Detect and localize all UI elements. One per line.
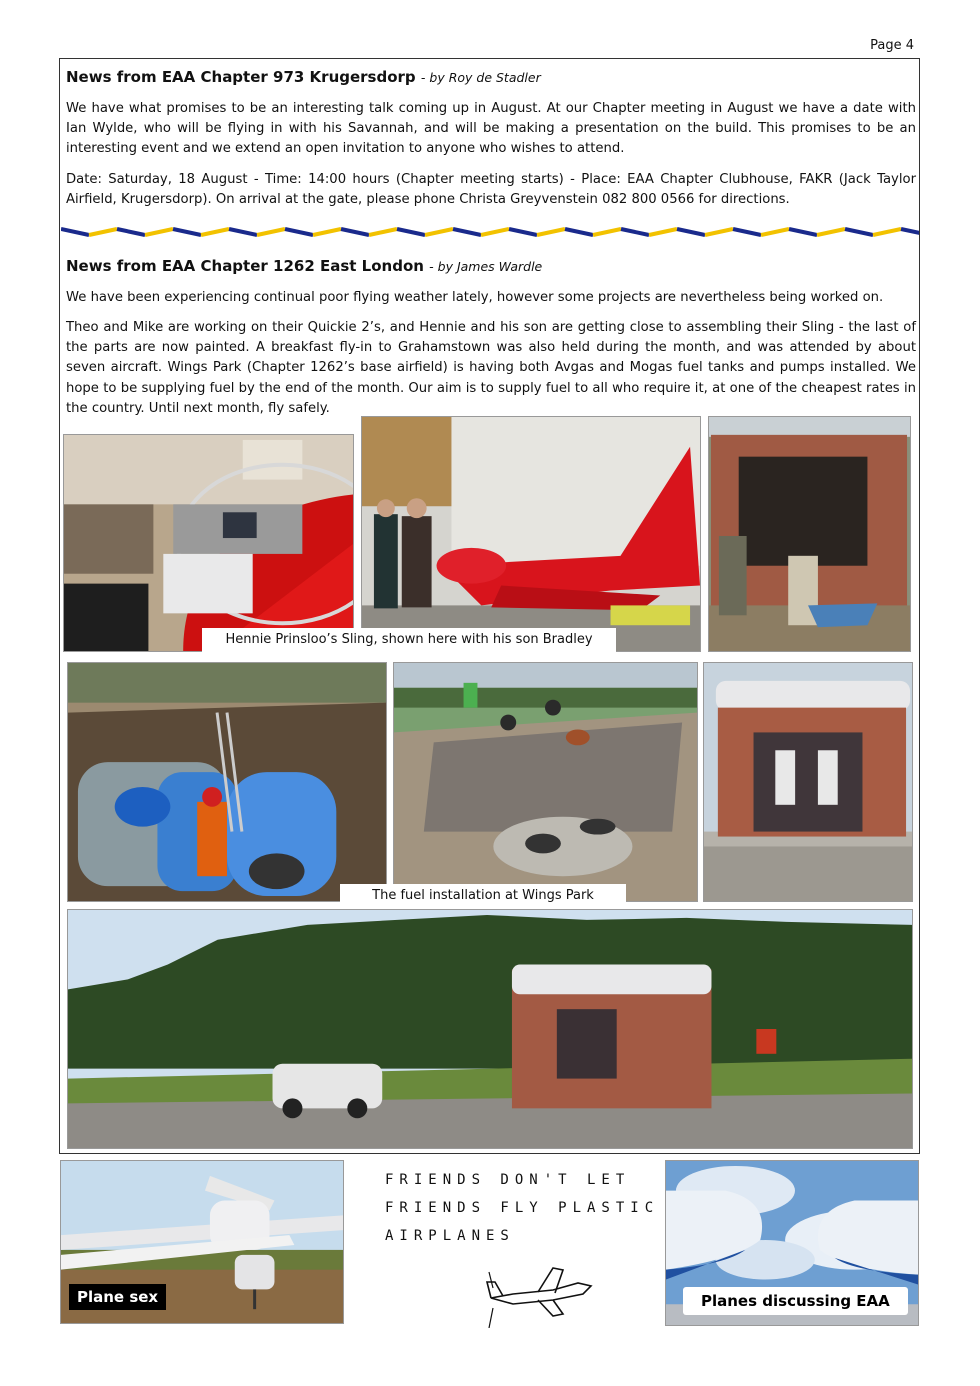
divider-segment — [621, 229, 649, 235]
divider-segment — [761, 229, 789, 235]
divider-segment — [705, 229, 733, 235]
article1-heading — [66, 68, 541, 86]
article2-byline: - by James Wardle — [429, 259, 543, 274]
divider-segment — [509, 229, 537, 235]
plane-sex-label: Plane sex — [69, 1284, 166, 1310]
divider-segment — [313, 229, 341, 235]
divider-segment — [257, 229, 285, 235]
divider-segment — [453, 229, 481, 235]
divider-segment — [369, 229, 397, 235]
article1-byline: - by Roy de Stadler — [420, 70, 541, 85]
sketch-text — [385, 1166, 659, 1250]
aircraft-cockpit-photo — [63, 434, 354, 652]
divider-segment — [873, 229, 901, 235]
divider-segment — [341, 229, 369, 235]
article2-title: News from EAA Chapter 1262 East London — [66, 257, 424, 275]
divider-segment — [481, 229, 509, 235]
sling-caption: Hennie Prinsloo’s Sling, shown here with his son Bradley — [202, 628, 616, 652]
zigzag-divider — [61, 224, 919, 238]
plane-sketch-drawing — [483, 1258, 603, 1328]
fuel-tank-pit-photo — [67, 662, 387, 902]
divider-segment — [201, 229, 229, 235]
divider-segment — [565, 229, 593, 235]
article2-paragraph-2: Theo and Mike are working on their Quickie 2’s, and Hennie and his son are getting close to assembling their Sling - the last of the parts are now painted. A breakfast fly-in to Grahamstown was also held during the month, and was attended by about seven aircraft. Wings Park (Chapter 1262’s base airfield) is having both Avgas and Mogas fuel tanks and pumps installed. We hope to be supplying fuel by the end of the month. Our aim is to supply fuel to all who require it, at one of the cheapest rates in the country. Until next month, fly safely. — [66, 320, 916, 416]
divider-segment — [733, 229, 761, 235]
fuel-caption: The fuel installation at Wings Park — [340, 884, 626, 908]
article2-heading — [66, 257, 542, 275]
page-number: Page 4 — [870, 38, 914, 53]
divider-segment — [285, 229, 313, 235]
divider-segment — [789, 229, 817, 235]
article1-paragraph-1: We have what promises to be an interesting talk coming up in August. At our Chapter meeting in August we have a date with Ian Wylde, who will be flying in with his Savannah, and will be making a presentation on the build. This promises to be an interesting event and we extend an open invitation to anyone who wishes to attend. — [66, 101, 916, 157]
planes-discussing-label: Planes discussing EAA — [683, 1287, 908, 1315]
divider-segment — [817, 229, 845, 235]
divider-segment — [145, 229, 173, 235]
divider-segment — [117, 229, 145, 235]
divider-segment — [229, 229, 257, 235]
sketch-line-1: FRIENDS DON'T LET — [385, 1172, 631, 1188]
divider-segment — [425, 229, 453, 235]
concrete-slab-photo — [393, 662, 698, 902]
article1-paragraph-2: Date: Saturday, 18 August - Time: 14:00 hours (Chapter meeting starts) - Place: EAA Chapter Clubhouse, FAKR (Jack Taylor Airfield, Krugersdorp). On arrival at the gate, please phone Christa Greyvenstein 082 800 0566 for directions. — [66, 172, 916, 208]
sketch-line-2: FRIENDS FLY PLASTIC — [385, 1200, 660, 1216]
divider-segment — [649, 229, 677, 235]
divider-segment — [901, 229, 919, 235]
brick-building-photo — [708, 416, 911, 652]
article2-paragraph-1: We have been experiencing continual poor flying weather lately, however some projects are nevertheless being worked on. — [66, 290, 884, 305]
divider-segment — [677, 229, 705, 235]
divider-segment — [845, 229, 873, 235]
divider-segment — [397, 229, 425, 235]
divider-segment — [61, 229, 89, 235]
fuel-station-landscape-photo — [67, 909, 913, 1149]
fuel-pump-shed-photo — [703, 662, 913, 902]
divider-segment — [173, 229, 201, 235]
divider-segment — [593, 229, 621, 235]
divider-segment — [89, 229, 117, 235]
red-aircraft-photo — [361, 416, 701, 652]
article1-title: News from EAA Chapter 973 Krugersdorp — [66, 68, 416, 86]
divider-segment — [537, 229, 565, 235]
sketch-line-3: AIRPLANES — [385, 1228, 515, 1244]
